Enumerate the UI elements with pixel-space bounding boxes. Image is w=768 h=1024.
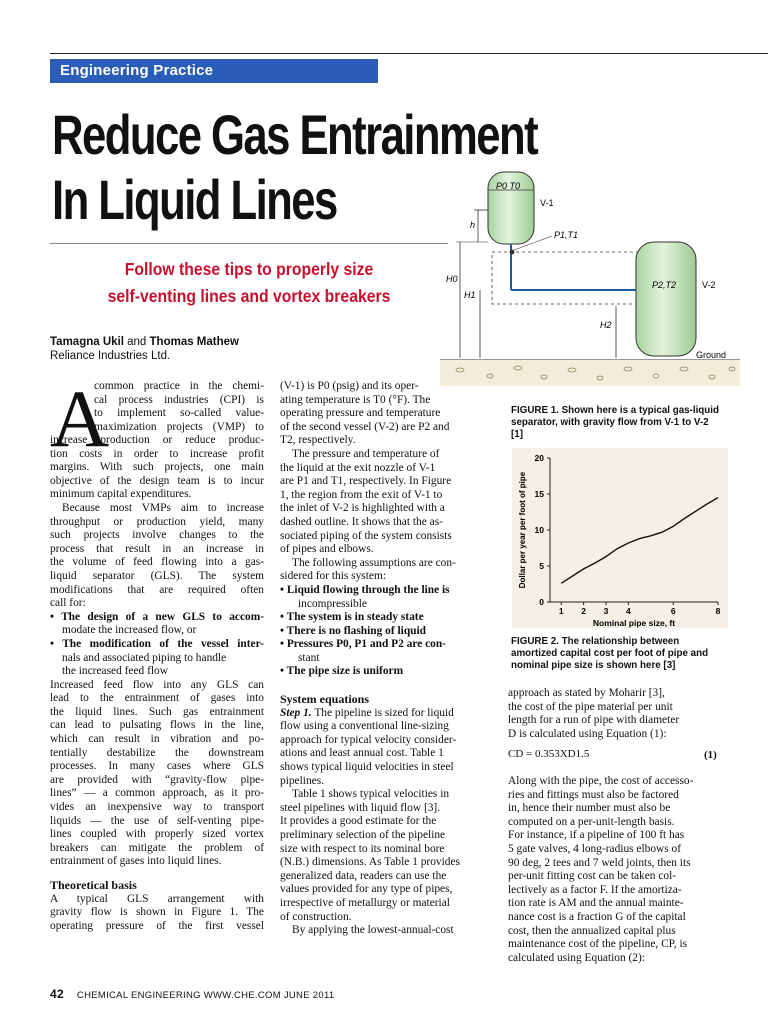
article-title-line-1: Reduce Gas Entrainment xyxy=(52,103,538,166)
col1-line: such projects involve changes to the xyxy=(50,529,264,542)
y-tick-label: 15 xyxy=(534,489,544,499)
col2-line: the inlet of V-2 is highlighted with a xyxy=(280,502,445,515)
label-h0: H0 xyxy=(446,274,458,284)
col2-line: (V-1) is P0 (psig) and its oper- xyxy=(280,380,419,392)
col2-line: approach for typical velocity consider- xyxy=(280,733,457,746)
x-tick-label: 6 xyxy=(670,606,676,616)
col2-line: 1, the region from the exit of V-1 to xyxy=(280,488,443,501)
section-heading-theoretical-basis: Theoretical basis xyxy=(50,878,137,892)
col1-body xyxy=(50,434,264,933)
col2-line: pipelines. xyxy=(280,774,324,787)
affiliation: Reliance Industries Ltd. xyxy=(50,350,171,362)
figure-1-caption-text: Shown here is a typical gas-liquid separator, with gravity flow from V-1 to V-2 [1] xyxy=(511,405,719,440)
col1-line: Increased feed flow into any GLS can xyxy=(50,678,264,691)
col1-line: increase production or reduce produc- xyxy=(50,434,264,446)
col2-line: T2, respectively. xyxy=(280,434,356,447)
col2-line: dashed outline. It shows that the as- xyxy=(280,515,443,528)
col3-line: nance cost is a fraction G of the capital xyxy=(508,910,686,923)
col3-line: 5 gate valves, 4 long-radius elbows of xyxy=(508,842,682,855)
section-label: Engineering Practice xyxy=(60,62,214,79)
col1-intro-indented xyxy=(94,380,264,434)
col1-line: process that result in an increase in xyxy=(50,542,264,555)
col1-line: lead to the entrainment of gases into xyxy=(50,692,264,705)
author-2: Thomas Mathew xyxy=(149,336,239,348)
col1-bullet: • The modification of the vessel inter- xyxy=(50,637,264,650)
col3-line: lectively as a factor F. If the amortiza- xyxy=(508,883,682,896)
col2-bullet: • The system is in steady state xyxy=(280,611,424,624)
col1-line: vides an inexpensive way to transport xyxy=(50,801,264,814)
col1-line: tentially destabilize the downstream xyxy=(50,746,264,759)
y-axis-label: Dollar per year per foot of pipe xyxy=(518,471,527,589)
col1-line: entrainment of gases into liquid lines. xyxy=(50,855,222,868)
figure-2-caption xyxy=(511,636,721,672)
y-tick-label: 20 xyxy=(534,453,544,463)
page-footer xyxy=(50,987,334,1001)
col3-line: per-unit fitting cost can be taken col- xyxy=(508,870,677,883)
top-rule xyxy=(50,53,768,54)
col1-line: are provided with “gravity-flow pipe- xyxy=(50,773,264,786)
col2-line: of construction. xyxy=(280,910,352,923)
col2-line: shows typical liquid velocities in steel xyxy=(280,761,454,774)
col1-line: operating pressure of the first vessel xyxy=(50,919,264,932)
col3-line: tion rate is AM and the annual mainte- xyxy=(508,897,684,910)
x-tick-label: 3 xyxy=(603,606,609,616)
col2-line: By applying the lowest-annual-cost xyxy=(292,924,454,937)
col2-bullet: • Liquid flowing through the line is xyxy=(280,583,450,596)
label-v1: V-1 xyxy=(540,198,554,208)
title-rule xyxy=(50,243,448,244)
col1-line: call for: xyxy=(50,597,86,610)
col3-line: D is calculated using Equation (1): xyxy=(508,727,667,740)
col3-body-top xyxy=(508,687,722,741)
section-heading-system-equations: System equations xyxy=(280,692,370,707)
drop-cap: A xyxy=(50,373,110,464)
col3-line: the cost of the pipe material per unit xyxy=(508,700,673,713)
col1-line: which can result in vibration and po- xyxy=(50,733,264,746)
col1-line: maximization projects (VMP) to xyxy=(94,420,264,433)
col2-line: (N.B.) dimensions. As Table 1 provides xyxy=(280,856,460,869)
figure-2-caption-label: FIGURE 2. xyxy=(511,636,559,647)
col1-line: common practice in the chemi- xyxy=(94,380,264,392)
dashed-region xyxy=(492,252,644,304)
col1-line: tion costs in order to increase profit xyxy=(50,447,264,460)
label-h2: H2 xyxy=(600,320,612,330)
col2-line: It provides a good estimate for the xyxy=(280,815,437,828)
subtitle-line-1: Follow these tips to properly size xyxy=(124,259,374,279)
col2-line: steel pipelines with liquid flow [3]. xyxy=(280,801,441,814)
page-number: 42 xyxy=(50,987,64,1001)
equation-1-number: (1) xyxy=(704,749,717,761)
col1-bullet: modate the increased flow, or xyxy=(62,624,197,637)
author-conjunction: and xyxy=(127,336,147,348)
label-p2t2: P2,T2 xyxy=(652,280,677,290)
col2-line: irrespective of metallurgy or material xyxy=(280,896,450,909)
section-banner xyxy=(50,59,378,83)
figure-1-caption-label: FIGURE 1. xyxy=(511,405,559,416)
col1-line: lines coupled with properly sized vortex xyxy=(50,828,264,841)
col2-line: The pressure and temperature of xyxy=(292,447,440,460)
col2-line: of pipes and elbows. xyxy=(280,543,374,556)
x-tick-label: 4 xyxy=(626,606,631,616)
label-h: h xyxy=(470,220,476,230)
label-p0t0: P0 T0 xyxy=(496,181,521,191)
col3-body xyxy=(508,775,722,965)
equation-1: CD = 0.353XD1.5 xyxy=(508,748,590,760)
col2-line: preliminary selection of the pipeline xyxy=(280,829,446,841)
y-tick-label: 0 xyxy=(539,597,544,607)
x-axis-label: Nominal pipe size, ft xyxy=(592,618,676,628)
col2-line: sociated piping of the system consists xyxy=(280,529,452,542)
col2-line: are P1 and T1, respectively. In Figure xyxy=(280,475,452,488)
x-tick-label: 1 xyxy=(558,606,564,616)
step-1-label: Step 1. xyxy=(280,706,312,719)
col1-line: lines” — a common approach, as it pro- xyxy=(50,787,264,800)
col1-line: the volume of feed flowing into a gas- xyxy=(50,556,264,569)
label-v2: V-2 xyxy=(702,280,716,290)
col2-bullet: incompressible xyxy=(298,597,367,610)
col2-line: generalized data, readers can use the xyxy=(280,869,447,882)
figure-1-caption xyxy=(511,405,721,441)
col1-line: A typical GLS arrangement with xyxy=(50,892,264,905)
x-tick-label: 2 xyxy=(581,606,586,616)
byline xyxy=(50,336,239,348)
col2-bullet: • The pipe size is uniform xyxy=(280,665,404,678)
author-1: Tamagna Ukil xyxy=(50,336,124,348)
col3-line: For instance, if a pipeline of 100 ft has xyxy=(508,829,685,842)
col1-line: objective of the design team is to incur xyxy=(50,474,264,487)
col2-line: Table 1 shows typical velocities in xyxy=(292,788,450,801)
y-tick-label: 5 xyxy=(539,561,544,571)
col2-line: values provided for any type of pipes, xyxy=(280,883,453,896)
col1-line: minimum capital expenditures. xyxy=(50,488,192,501)
col2-line: size with respect to its nominal bore xyxy=(280,842,445,855)
y-tick-label: 10 xyxy=(534,525,544,535)
vessel-v2 xyxy=(636,242,696,356)
col1-bullet: nals and associated piping to handle xyxy=(62,651,227,664)
col1-line: throughput or production yield, many xyxy=(50,515,264,528)
x-tick-label: 8 xyxy=(715,606,721,616)
col3-line: maintenance cost of the pipeline, CP, is xyxy=(508,938,688,951)
col3-line: Along with the pipe, the cost of accesso- xyxy=(508,775,694,787)
col1-line: margins. With such projects, one main xyxy=(50,461,264,474)
col1-line: processes. In many cases where GLS xyxy=(50,760,264,773)
col1-line: breakers can mitigate the problem of xyxy=(50,841,264,854)
col2-line: operating pressure and temperature xyxy=(280,407,441,420)
col1-line: modifications that are required often xyxy=(50,583,264,596)
col2-line: The following assumptions are con- xyxy=(292,556,456,569)
col1-line: cal process industries (CPI) is xyxy=(94,393,264,406)
col3-line: 90 deg, 2 tees and 7 weld joints, then its xyxy=(508,856,691,869)
col3-line: computed on a per-unit-length basis. xyxy=(508,815,675,828)
col2-line: of the second vessel (V-2) are P2 and xyxy=(280,420,450,433)
col1-bullet: • The design of a new GLS to accom- xyxy=(50,610,264,623)
subtitle-line-2: self-venting lines and vortex breakers xyxy=(107,286,391,306)
figure-2-chart xyxy=(512,448,728,628)
col2-line: flow using a conventional line-sizing xyxy=(280,720,449,733)
col3-line: length for a run of pipe with diameter xyxy=(508,714,680,727)
col1-line: Because most VMPs aim to increase xyxy=(62,501,264,514)
col1-bullet: the increased feed flow xyxy=(62,665,168,678)
col2-line: sidered for this system: xyxy=(280,570,386,583)
col3-line: approach as stated by Moharir [3], xyxy=(508,687,665,699)
col2-body xyxy=(280,380,492,938)
article-title-line-2: In Liquid Lines xyxy=(52,168,337,231)
col1-line: liquids — the use of self-venting pipe- xyxy=(50,814,264,827)
col2-line: The pipeline is sized for liquid xyxy=(314,706,454,719)
col1-line: gravity flow is shown in Figure 1. The xyxy=(50,906,264,919)
label-h1: H1 xyxy=(464,290,476,300)
col2-line: the liquid at the exit nozzle of V-1 xyxy=(280,461,436,474)
col3-line: calculated using Equation (2): xyxy=(508,951,645,964)
col3-line: in, hence their number must also be xyxy=(508,802,671,815)
col2-bullet: • Pressures P0, P1 and P2 are con- xyxy=(280,638,446,651)
col1-line: can lead to pulsating flows in the line, xyxy=(50,719,264,732)
col1-line: to implement so-called value- xyxy=(94,407,264,420)
col1-line: the liquid lines. Such gas entrainment xyxy=(50,705,264,718)
col1-line: liquid separator (GLS). The system xyxy=(50,569,264,582)
col2-line: ations and least annual cost. Table 1 xyxy=(280,747,444,760)
col3-line: cost, then the annualized capital plus xyxy=(508,924,676,937)
col3-line: ries and fittings must also be factored xyxy=(508,788,679,801)
col2-bullet: • There is no flashing of liquid xyxy=(280,624,426,637)
label-ground: Ground xyxy=(696,350,727,360)
footer-text: CHEMICAL ENGINEERING WWW.CHE.COM JUNE 2011 xyxy=(76,990,335,1001)
col2-bullet: stant xyxy=(298,651,320,664)
label-p1t1: P1,T1 xyxy=(554,230,579,240)
col2-line: ating temperature is T0 (°F). The xyxy=(280,393,431,406)
figure-2-caption-text: The relationship between amortized capital cost per foot of pipe and nominal pipe size is shown here [3] xyxy=(511,636,709,671)
